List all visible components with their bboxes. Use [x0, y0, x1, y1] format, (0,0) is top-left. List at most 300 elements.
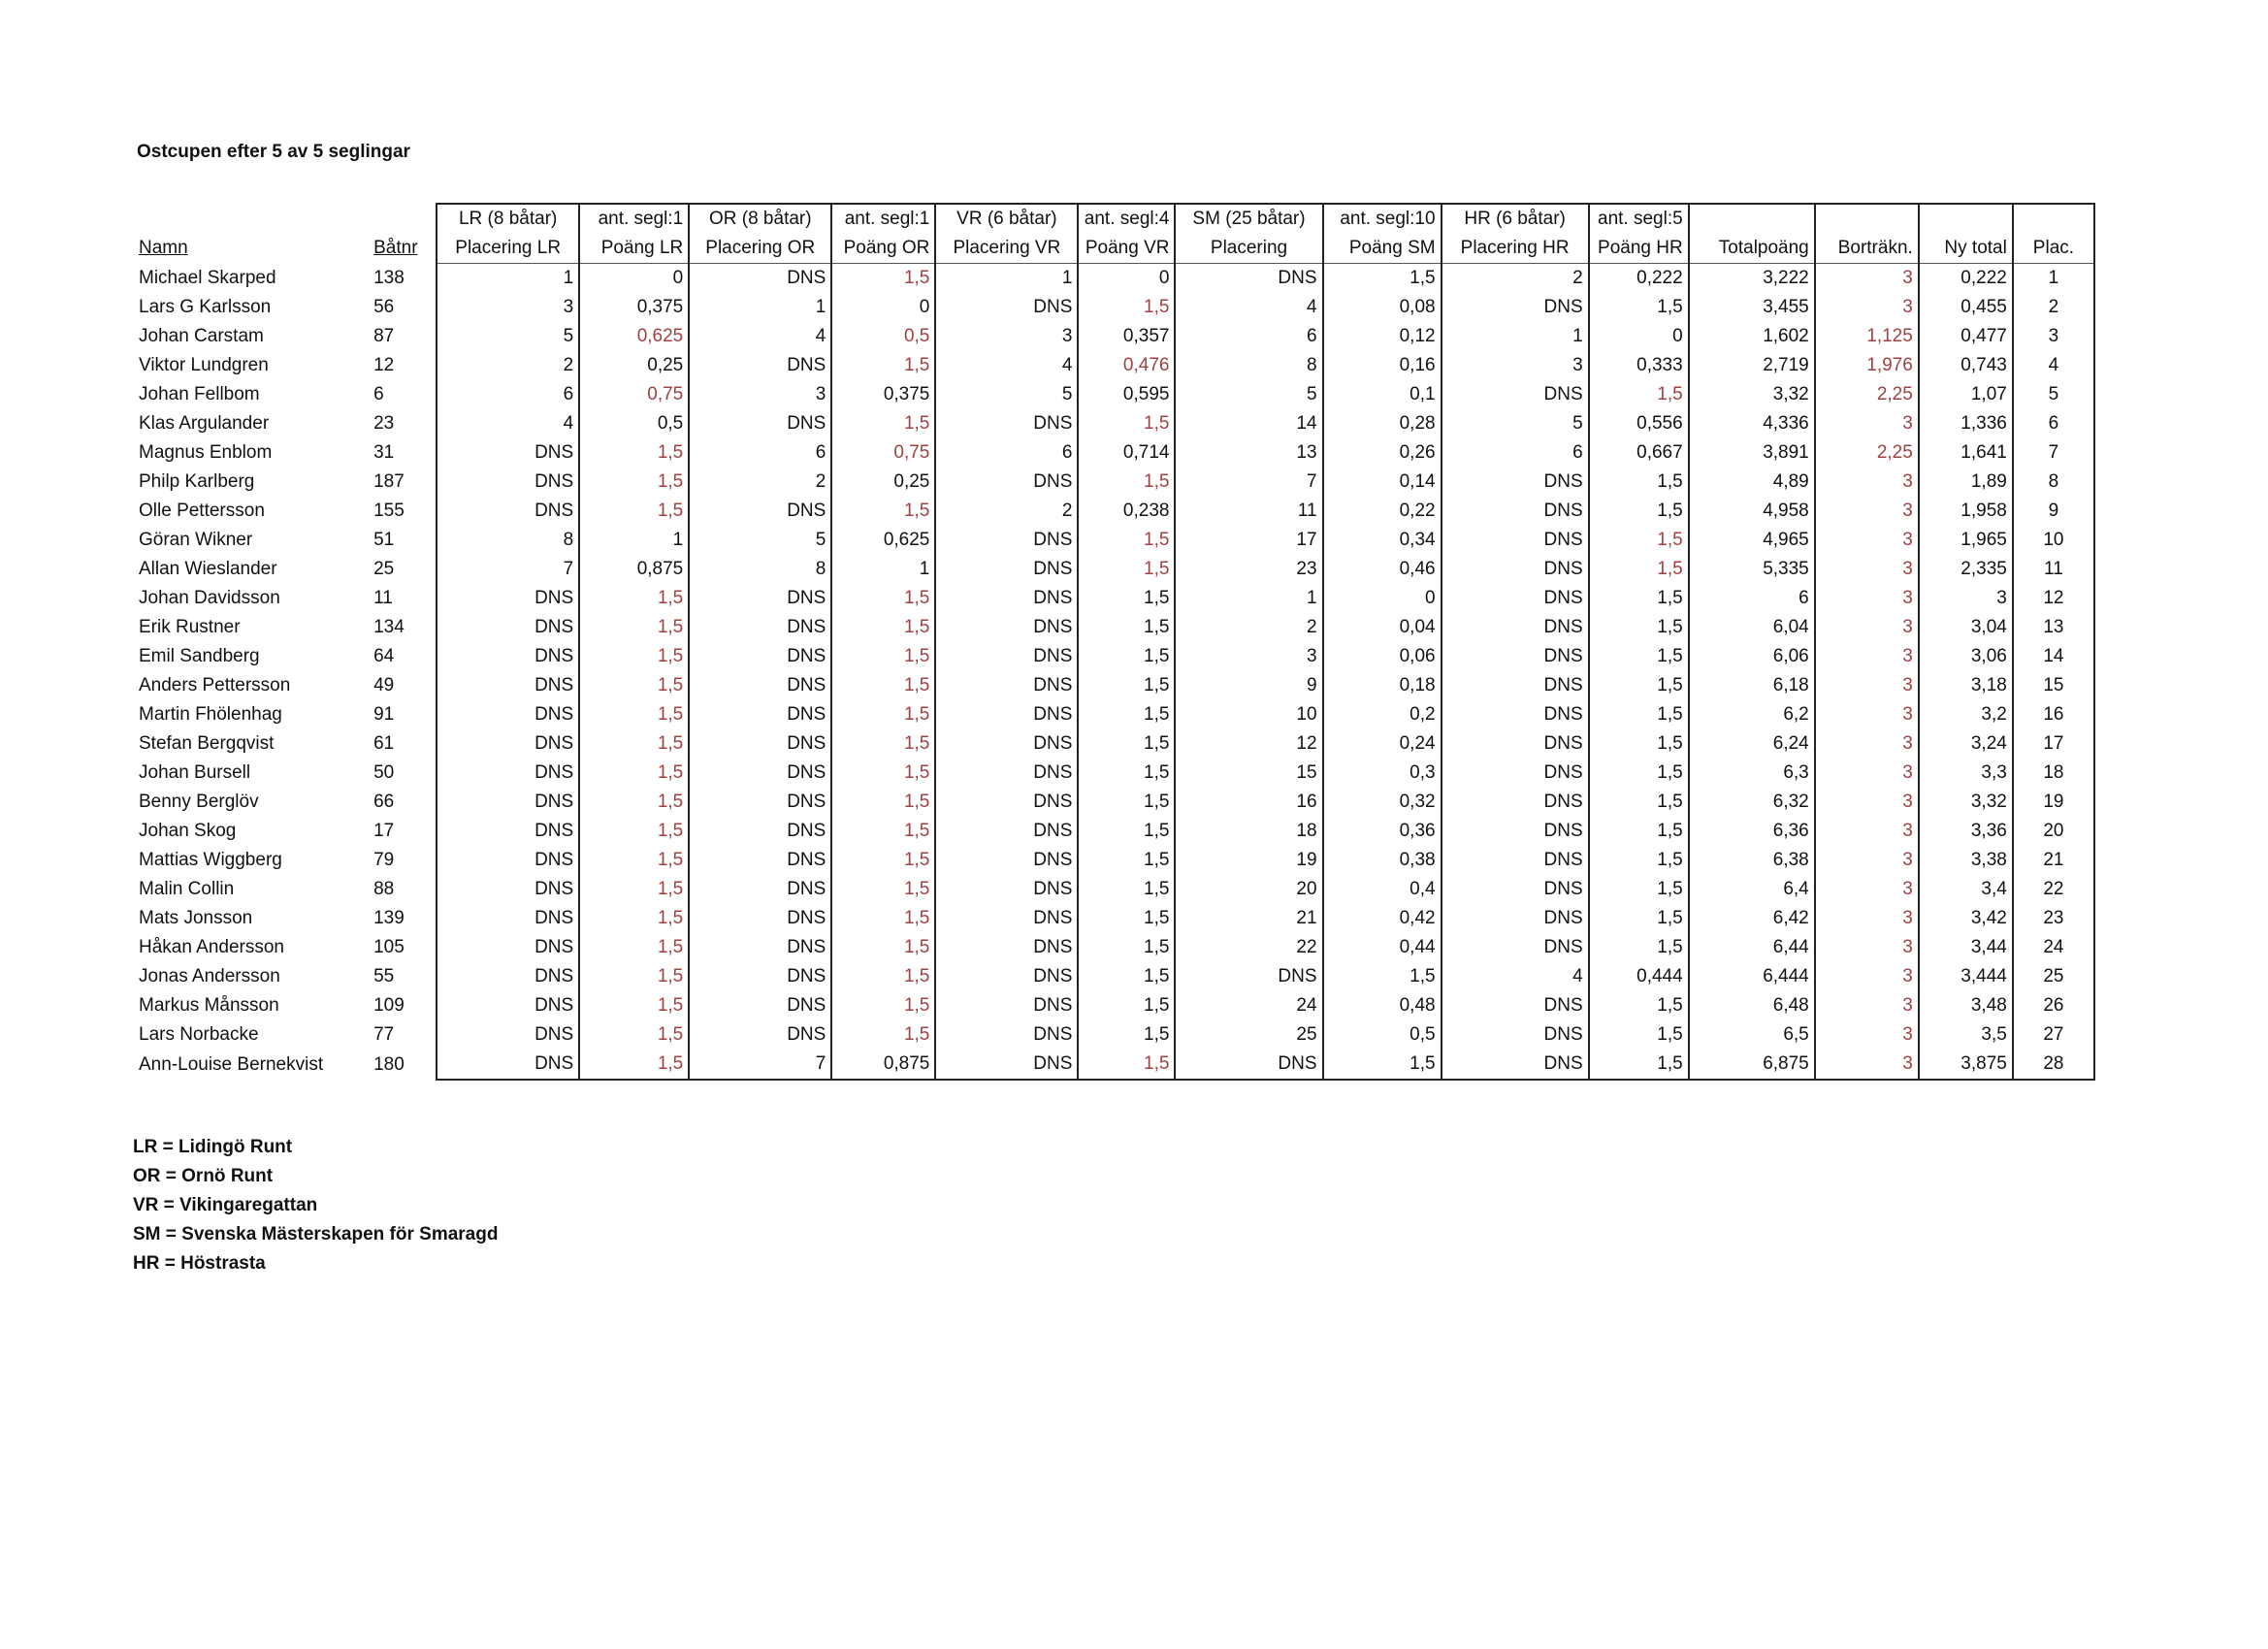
cell: 1,5 [1589, 613, 1689, 642]
cell: 4,336 [1689, 409, 1815, 438]
cell: 24 [1175, 991, 1322, 1020]
cell: DNS [689, 788, 831, 817]
header-blank [2013, 204, 2094, 234]
cell: 0,24 [1323, 729, 1442, 759]
cell: 3 [935, 322, 1078, 351]
header-top-cell: ant. segl:10 [1323, 204, 1442, 234]
cell: 1,5 [1589, 642, 1689, 671]
cell: DNS [1442, 613, 1589, 642]
cell: 6,444 [1689, 962, 1815, 991]
table-row [134, 759, 2094, 788]
cell: 14 [1175, 409, 1322, 438]
cell: DNS [689, 264, 831, 294]
cell: 1,5 [579, 497, 689, 526]
cell: 12 [1175, 729, 1322, 759]
cell: 1,5 [1589, 991, 1689, 1020]
legend-item: OR = Ornö Runt [133, 1166, 274, 1186]
cell: DNS [689, 875, 831, 904]
cell: 8 [689, 555, 831, 584]
cell: 4 [1175, 293, 1322, 322]
cell: DNS [1442, 380, 1589, 409]
table-row [134, 264, 2094, 294]
cell: DNS [1175, 264, 1322, 294]
cell: 2 [2013, 293, 2094, 322]
cell: 1,5 [1589, 788, 1689, 817]
cell: 17 [2013, 729, 2094, 759]
sailor-name: Michael Skarped [139, 267, 276, 288]
cell: 3 [1815, 788, 1919, 817]
cell: DNS [935, 904, 1078, 933]
cell: 1,5 [1078, 700, 1175, 729]
cell: 0,36 [1323, 817, 1442, 846]
cell: DNS [437, 991, 579, 1020]
cell: 3 [1815, 555, 1919, 584]
cell: 1,5 [1078, 468, 1175, 497]
cell: 3 [2013, 322, 2094, 351]
header-top-cell: ant. segl:5 [1589, 204, 1689, 234]
cell: 1,5 [1078, 729, 1175, 759]
cell: 18 [2013, 759, 2094, 788]
cell: 3 [689, 380, 831, 409]
cell: 6 [935, 438, 1078, 468]
cell: 1,5 [1589, 759, 1689, 788]
cell: 1,5 [579, 613, 689, 642]
abbreviation-legend [133, 1133, 498, 1278]
table-row [134, 1020, 2094, 1050]
cell: 6,44 [1689, 933, 1815, 962]
cell: 0,3 [1323, 759, 1442, 788]
cell: 2 [1442, 264, 1589, 294]
cell: 6,875 [1689, 1050, 1815, 1080]
cell: DNS [1442, 584, 1589, 613]
cell: DNS [1442, 293, 1589, 322]
column-header: Ny total [1919, 234, 2013, 264]
cell: DNS [935, 1050, 1078, 1080]
cell: 1,5 [1323, 962, 1442, 991]
cell: 3 [1815, 962, 1919, 991]
cell: DNS [1442, 671, 1589, 700]
cell: DNS [935, 555, 1078, 584]
cell: 6 [689, 438, 831, 468]
cell: 7 [689, 1050, 831, 1080]
sailor-name: Johan Skog [139, 821, 237, 841]
cell: 6 [437, 380, 579, 409]
sailor-name: Johan Fellbom [139, 384, 260, 404]
cell: 0,625 [579, 322, 689, 351]
cell: DNS [689, 991, 831, 1020]
cell: DNS [689, 729, 831, 759]
cell: 14 [2013, 642, 2094, 671]
cell: 1,5 [1589, 700, 1689, 729]
cell: 0 [831, 293, 935, 322]
sailor-name: Mattias Wiggberg [139, 850, 282, 870]
cell: DNS [935, 409, 1078, 438]
cell: 1,5 [831, 846, 935, 875]
cell: 1,5 [831, 904, 935, 933]
cell: 1,5 [579, 642, 689, 671]
sailor-name: Martin Fhölenhag [139, 704, 282, 725]
cell: 1,5 [579, 468, 689, 497]
cell: 1,5 [831, 497, 935, 526]
cell: 5 [2013, 380, 2094, 409]
sailor-name: Johan Carstam [139, 326, 264, 346]
sailor-name: Allan Wieslander [139, 559, 277, 579]
cell: 3,32 [1689, 380, 1815, 409]
cell: 6,06 [1689, 642, 1815, 671]
cell: 0,476 [1078, 351, 1175, 380]
cell: 6 [1689, 584, 1815, 613]
cell: DNS [689, 671, 831, 700]
header-blank [1689, 204, 1815, 234]
cell: DNS [1442, 875, 1589, 904]
legend-item: VR = Vikingaregattan [133, 1195, 318, 1215]
cell: 3 [1815, 1050, 1919, 1080]
cell: 18 [1175, 817, 1322, 846]
cell: 15 [2013, 671, 2094, 700]
cell: 10 [1175, 700, 1322, 729]
cell: DNS [689, 497, 831, 526]
header-top-cell: ant. segl:1 [831, 204, 935, 234]
cell: 1 [2013, 264, 2094, 294]
cell: 0,18 [1323, 671, 1442, 700]
cell: 3,222 [1689, 264, 1815, 294]
cell: 5,335 [1689, 555, 1815, 584]
cell: 7 [1175, 468, 1322, 497]
cell: DNS [437, 817, 579, 846]
cell: DNS [1442, 700, 1589, 729]
cell: 1,958 [1919, 497, 2013, 526]
cell: DNS [1442, 904, 1589, 933]
cell: DNS [689, 409, 831, 438]
cell: 1,5 [1589, 1050, 1689, 1080]
cell: 1,5 [831, 700, 935, 729]
sailor-name: Philp Karlberg [139, 471, 255, 492]
cell: 0,04 [1323, 613, 1442, 642]
cell: 6 [1442, 438, 1589, 468]
cell: 0 [579, 264, 689, 294]
cell: 3,06 [1919, 642, 2013, 671]
cell: 0,743 [1919, 351, 2013, 380]
cell: DNS [437, 846, 579, 875]
column-header: Namn [139, 238, 188, 259]
cell: 1,5 [579, 904, 689, 933]
cell: 6,3 [1689, 759, 1815, 788]
cell: 3 [1815, 497, 1919, 526]
cell: 1,5 [579, 729, 689, 759]
cell: 0 [1589, 322, 1689, 351]
cell: 3,48 [1919, 991, 2013, 1020]
cell: DNS [437, 613, 579, 642]
sailor-name: Håkan Andersson [139, 937, 284, 957]
table-row [134, 468, 2094, 497]
cell: 1,5 [1589, 933, 1689, 962]
cell: DNS [935, 293, 1078, 322]
table-row [134, 409, 2094, 438]
cell: 1,5 [1589, 380, 1689, 409]
cell: 0,455 [1919, 293, 2013, 322]
cell: 0,5 [1323, 1020, 1442, 1050]
cell: 0,34 [1323, 526, 1442, 555]
column-header: Placering OR [689, 234, 831, 264]
cell: 1,5 [1078, 555, 1175, 584]
header-top-cell: ant. segl:4 [1078, 204, 1175, 234]
cell: 3 [1815, 293, 1919, 322]
cell: 4,89 [1689, 468, 1815, 497]
cell: 0,595 [1078, 380, 1175, 409]
cell: 6,4 [1689, 875, 1815, 904]
table-row [134, 671, 2094, 700]
boat-number: 49 [373, 675, 395, 695]
cell: 4,965 [1689, 526, 1815, 555]
cell: DNS [437, 933, 579, 962]
boat-number: 6 [373, 384, 384, 404]
cell: 0,222 [1919, 264, 2013, 294]
cell: 0,26 [1323, 438, 1442, 468]
cell: 4 [1442, 962, 1589, 991]
cell: DNS [935, 759, 1078, 788]
cell: DNS [935, 1020, 1078, 1050]
cell: 0,714 [1078, 438, 1175, 468]
cell: 3,42 [1919, 904, 2013, 933]
cell: 3,875 [1919, 1050, 2013, 1080]
cell: 1 [1175, 584, 1322, 613]
cell: DNS [437, 962, 579, 991]
cell: 0 [1078, 264, 1175, 294]
cell: 3,455 [1689, 293, 1815, 322]
cell: 6,36 [1689, 817, 1815, 846]
cell: 1,125 [1815, 322, 1919, 351]
boat-number: 12 [373, 355, 395, 375]
cell: 3 [1815, 991, 1919, 1020]
cell: 3 [1815, 1020, 1919, 1050]
cell: 4 [689, 322, 831, 351]
cell: 3 [1815, 933, 1919, 962]
cell: 3 [1815, 875, 1919, 904]
cell: DNS [935, 991, 1078, 1020]
table-row [134, 817, 2094, 846]
table-row [134, 875, 2094, 904]
cell: 4 [2013, 351, 2094, 380]
cell: 6,04 [1689, 613, 1815, 642]
column-header: Båtnr [373, 238, 418, 259]
cell: 3 [1815, 613, 1919, 642]
standings-table [134, 203, 2095, 1081]
cell: 0,2 [1323, 700, 1442, 729]
cell: 27 [2013, 1020, 2094, 1050]
column-header: Poäng SM [1323, 234, 1442, 264]
cell: 11 [2013, 555, 2094, 584]
cell: DNS [935, 468, 1078, 497]
cell: 1,5 [1078, 526, 1175, 555]
cell: 2,719 [1689, 351, 1815, 380]
cell: 3,3 [1919, 759, 2013, 788]
cell: DNS [689, 351, 831, 380]
column-header: Poäng LR [579, 234, 689, 264]
legend-item: SM = Svenska Mästerskapen för Smaragd [133, 1224, 499, 1245]
cell: 1,5 [1078, 613, 1175, 642]
cell: 21 [1175, 904, 1322, 933]
sailor-name: Markus Månsson [139, 995, 279, 1016]
cell: 20 [2013, 817, 2094, 846]
cell: 6,42 [1689, 904, 1815, 933]
column-header: Poäng VR [1078, 234, 1175, 264]
cell: DNS [1442, 526, 1589, 555]
column-header: Placering [1175, 234, 1322, 264]
cell: 3,44 [1919, 933, 2013, 962]
legend-item: LR = Lidingö Runt [133, 1137, 293, 1157]
cell: 1,5 [1589, 497, 1689, 526]
cell: 3 [1442, 351, 1589, 380]
cell: 3 [1815, 700, 1919, 729]
sailor-name: Mats Jonsson [139, 908, 253, 928]
boat-number: 25 [373, 559, 395, 579]
cell: 3,32 [1919, 788, 2013, 817]
cell: 1,5 [1589, 584, 1689, 613]
cell: 1,5 [831, 264, 935, 294]
cell: 9 [2013, 497, 2094, 526]
boat-number: 155 [373, 501, 405, 521]
cell: 1,5 [579, 846, 689, 875]
sailor-name: Magnus Enblom [139, 442, 273, 463]
boat-number: 66 [373, 792, 395, 812]
sailor-name: Stefan Bergqvist [139, 733, 275, 754]
boat-number: 139 [373, 908, 405, 928]
cell: 1,5 [1589, 671, 1689, 700]
cell: 1,5 [1589, 875, 1689, 904]
cell: DNS [1442, 1050, 1589, 1080]
cell: 16 [2013, 700, 2094, 729]
header-top-cell: LR (8 båtar) [437, 204, 579, 234]
cell: 0,444 [1589, 962, 1689, 991]
cell: 6,32 [1689, 788, 1815, 817]
cell: 3 [437, 293, 579, 322]
cell: 5 [1175, 380, 1322, 409]
column-header: Borträkn. [1815, 234, 1919, 264]
cell: 1,5 [831, 991, 935, 1020]
cell: DNS [1442, 788, 1589, 817]
cell: 3,18 [1919, 671, 2013, 700]
header-blank [134, 204, 369, 234]
cell: 1,965 [1919, 526, 2013, 555]
sailor-name: Benny Berglöv [139, 792, 259, 812]
cell: 21 [2013, 846, 2094, 875]
cell: 0 [1323, 584, 1442, 613]
column-header: Poäng HR [1589, 234, 1689, 264]
boat-number: 91 [373, 704, 395, 725]
cell: 1,5 [579, 584, 689, 613]
cell: 13 [1175, 438, 1322, 468]
cell: 0,12 [1323, 322, 1442, 351]
cell: 1,5 [1589, 526, 1689, 555]
table-row [134, 1050, 2094, 1080]
cell: 1,5 [1078, 759, 1175, 788]
column-header: Totalpoäng [1689, 234, 1815, 264]
cell: 3 [1815, 729, 1919, 759]
cell: 1,5 [579, 700, 689, 729]
table-row [134, 846, 2094, 875]
cell: DNS [437, 497, 579, 526]
cell: DNS [437, 700, 579, 729]
cell: 1,641 [1919, 438, 2013, 468]
cell: 6,48 [1689, 991, 1815, 1020]
cell: 1,5 [1078, 991, 1175, 1020]
cell: 22 [1175, 933, 1322, 962]
cell: DNS [1442, 642, 1589, 671]
cell: DNS [1175, 962, 1322, 991]
cell: 0,1 [1323, 380, 1442, 409]
cell: 0,238 [1078, 497, 1175, 526]
cell: 0,5 [579, 409, 689, 438]
boat-number: 138 [373, 267, 405, 288]
cell: 3,4 [1919, 875, 2013, 904]
cell: 0,875 [579, 555, 689, 584]
cell: 1,5 [1589, 555, 1689, 584]
cell: 1,5 [1078, 642, 1175, 671]
table-header [134, 204, 2094, 264]
cell: DNS [1442, 817, 1589, 846]
cell: DNS [437, 875, 579, 904]
cell: DNS [437, 788, 579, 817]
cell: 25 [2013, 962, 2094, 991]
boat-number: 50 [373, 762, 395, 783]
cell: 0,625 [831, 526, 935, 555]
header-blank [1919, 204, 2013, 234]
cell: 3 [1919, 584, 2013, 613]
cell: 1,5 [831, 613, 935, 642]
cell: 3,444 [1919, 962, 2013, 991]
cell: 15 [1175, 759, 1322, 788]
cell: 1,5 [1589, 817, 1689, 846]
cell: 5 [935, 380, 1078, 409]
cell: 0,14 [1323, 468, 1442, 497]
cell: 1,5 [579, 438, 689, 468]
cell: 3 [1815, 817, 1919, 846]
sailor-name: Lars G Karlsson [139, 297, 272, 317]
cell: 1,5 [579, 991, 689, 1020]
cell: 1,5 [1589, 293, 1689, 322]
cell: 1,5 [579, 671, 689, 700]
cell: 1,5 [1078, 788, 1175, 817]
cell: 0,06 [1323, 642, 1442, 671]
sailor-name: Ann-Louise Bernekvist [139, 1053, 324, 1075]
cell: DNS [689, 584, 831, 613]
cell: 7 [437, 555, 579, 584]
sailor-name: Anders Pettersson [139, 675, 291, 695]
cell: 1,5 [1078, 409, 1175, 438]
boat-number: 31 [373, 442, 395, 463]
cell: 0,16 [1323, 351, 1442, 380]
cell: 17 [1175, 526, 1322, 555]
cell: 6,18 [1689, 671, 1815, 700]
cell: DNS [689, 1020, 831, 1050]
cell: 3,38 [1919, 846, 2013, 875]
cell: 11 [1175, 497, 1322, 526]
cell: 1,5 [1323, 1050, 1442, 1080]
cell: 1,5 [579, 759, 689, 788]
legend-item: HR = Höstrasta [133, 1253, 266, 1274]
boat-number: 88 [373, 879, 395, 899]
cell: 1,5 [831, 642, 935, 671]
header-top-cell: HR (6 båtar) [1442, 204, 1589, 234]
boat-number: 180 [373, 1053, 405, 1075]
sailor-name: Klas Argulander [139, 413, 270, 434]
cell: 0,28 [1323, 409, 1442, 438]
cell: 0,667 [1589, 438, 1689, 468]
cell: 1,5 [831, 409, 935, 438]
cell: 3 [1815, 526, 1919, 555]
header-top-cell: OR (8 båtar) [689, 204, 831, 234]
cell: DNS [437, 904, 579, 933]
